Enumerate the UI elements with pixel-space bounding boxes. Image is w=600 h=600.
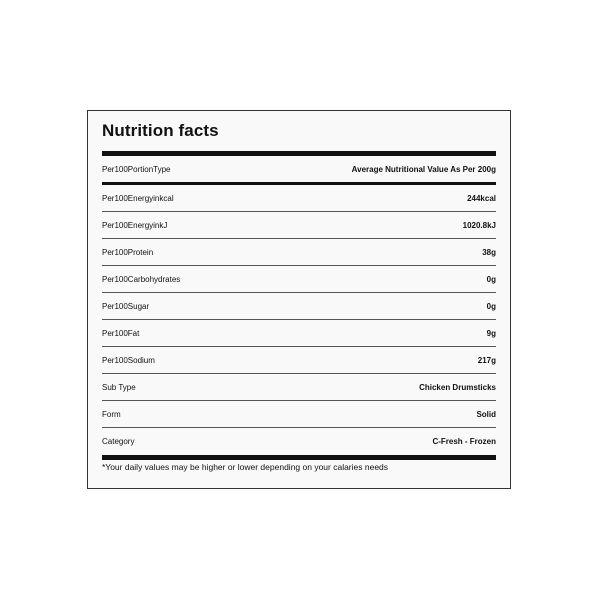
nutrition-table [102, 156, 496, 454]
row-value: 244kcal [467, 193, 496, 203]
bottom-divider [102, 455, 496, 460]
table-row-category [102, 428, 496, 454]
table-row-carbohydrates [102, 266, 496, 293]
table-row-sodium [102, 347, 496, 374]
row-value: C-Fresh - Frozen [432, 436, 496, 446]
row-label: Category [102, 436, 135, 446]
daily-values-footnote: *Your daily values may be higher or lower depending on your calaries needs [102, 462, 389, 472]
row-value: 9g [486, 328, 496, 338]
row-value: 0g [486, 301, 496, 311]
table-row-energy-kj [102, 212, 496, 239]
panel-title: Nutrition facts [102, 121, 219, 140]
row-label: Form [102, 409, 121, 419]
row-label: Per100Sodium [102, 355, 155, 365]
row-value: Chicken Drumsticks [419, 382, 496, 392]
table-row-fat [102, 320, 496, 347]
row-label: Per100Sugar [102, 301, 150, 311]
row-label: Per100Carbohydrates [102, 274, 181, 284]
row-value: Solid [476, 409, 496, 419]
table-row-portion-type [102, 156, 496, 185]
row-value: 38g [482, 247, 496, 257]
table-row-energy-kcal [102, 185, 496, 212]
row-label: Sub Type [102, 382, 136, 392]
nutrition-facts-panel [87, 110, 511, 489]
row-label: Per100EnergyinkJ [102, 220, 168, 230]
row-label: Per100PortionType [102, 164, 171, 174]
row-value: Average Nutritional Value As Per 200g [351, 164, 496, 174]
row-value: 1020.8kJ [462, 220, 496, 230]
row-label: Per100Protein [102, 247, 154, 257]
row-value: 217g [477, 355, 496, 365]
table-row-protein [102, 239, 496, 266]
row-label: Per100Energyinkcal [102, 193, 174, 203]
row-value: 0g [486, 274, 496, 284]
table-row-sub-type [102, 374, 496, 401]
table-row-form [102, 401, 496, 428]
row-label: Per100Fat [102, 328, 140, 338]
table-row-sugar [102, 293, 496, 320]
